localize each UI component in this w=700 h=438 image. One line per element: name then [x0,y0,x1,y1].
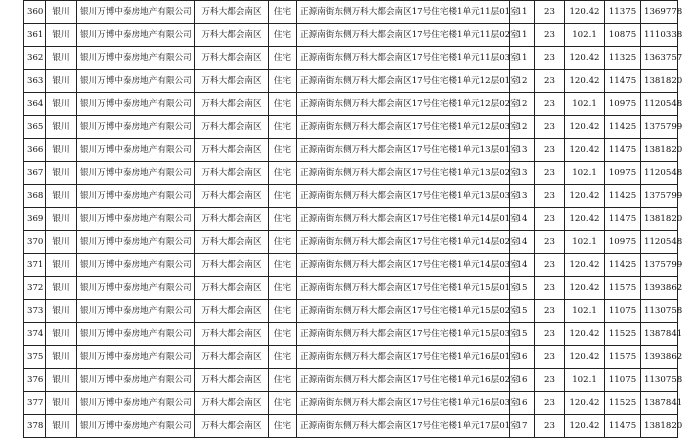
cell-unit-address: 正源南街东侧万科大都会南区17号住宅楼1单元15层03室 [297,323,510,346]
cell-total-price: 1110338 [641,24,678,47]
cell-area: 102.1 [565,24,605,47]
cell-usage-type: 住宅 [269,369,297,392]
cell-project-name: 万科大都会南区 [195,277,269,300]
cell-project-name: 万科大都会南区 [195,323,269,346]
cell-total-floors: 23 [535,208,565,231]
cell-row-number: 371 [24,254,46,277]
cell-total-price: 1393862 [641,277,678,300]
cell-project-name: 万科大都会南区 [195,1,269,24]
cell-project-name: 万科大都会南区 [195,162,269,185]
cell-usage-type: 住宅 [269,300,297,323]
cell-floor: 14 [510,254,535,277]
cell-row-number: 375 [24,346,46,369]
cell-area: 120.42 [565,1,605,24]
cell-city: 银川 [46,47,77,70]
cell-developer: 银川万博中泰房地产有限公司 [77,254,195,277]
cell-developer: 银川万博中泰房地产有限公司 [77,300,195,323]
table-row [24,139,678,162]
cell-area: 102.1 [565,300,605,323]
cell-usage-type: 住宅 [269,254,297,277]
cell-developer: 银川万博中泰房地产有限公司 [77,116,195,139]
cell-unit-address: 正源南街东侧万科大都会南区17号住宅楼1单元16层02室 [297,369,510,392]
cell-developer: 银川万博中泰房地产有限公司 [77,185,195,208]
cell-unit-address: 正源南街东侧万科大都会南区17号住宅楼1单元14层01室 [297,208,510,231]
cell-city: 银川 [46,185,77,208]
cell-row-number: 373 [24,300,46,323]
cell-area: 120.42 [565,70,605,93]
cell-unit-address: 正源南街东侧万科大都会南区17号住宅楼1单元12层03室 [297,116,510,139]
table-row [24,346,678,369]
table-row [24,415,678,438]
cell-project-name: 万科大都会南区 [195,300,269,323]
cell-total-price: 1393862 [641,346,678,369]
cell-area: 120.42 [565,254,605,277]
table-row [24,47,678,70]
cell-city: 银川 [46,162,77,185]
cell-project-name: 万科大都会南区 [195,47,269,70]
cell-area: 102.1 [565,93,605,116]
cell-area: 120.42 [565,47,605,70]
cell-total-price: 1120548 [641,231,678,254]
cell-city: 银川 [46,24,77,47]
cell-unit-price: 11375 [605,1,641,24]
cell-usage-type: 住宅 [269,346,297,369]
cell-project-name: 万科大都会南区 [195,392,269,415]
cell-floor: 14 [510,231,535,254]
cell-row-number: 369 [24,208,46,231]
table-row [24,116,678,139]
cell-unit-address: 正源南街东侧万科大都会南区17号住宅楼1单元12层02室 [297,93,510,116]
cell-project-name: 万科大都会南区 [195,70,269,93]
cell-total-price: 1369778 [641,1,678,24]
cell-floor: 11 [510,1,535,24]
cell-city: 银川 [46,300,77,323]
cell-usage-type: 住宅 [269,47,297,70]
cell-usage-type: 住宅 [269,415,297,438]
cell-unit-price: 11475 [605,415,641,438]
cell-row-number: 378 [24,415,46,438]
cell-total-floors: 23 [535,24,565,47]
cell-floor: 15 [510,277,535,300]
cell-unit-price: 10975 [605,162,641,185]
cell-area: 120.42 [565,392,605,415]
cell-total-floors: 23 [535,415,565,438]
cell-total-price: 1387841 [641,392,678,415]
cell-unit-address: 正源南街东侧万科大都会南区17号住宅楼1单元11层02室 [297,24,510,47]
cell-row-number: 361 [24,24,46,47]
cell-floor: 14 [510,208,535,231]
table-row [24,70,678,93]
cell-total-floors: 23 [535,1,565,24]
cell-city: 银川 [46,346,77,369]
cell-project-name: 万科大都会南区 [195,185,269,208]
cell-unit-price: 11575 [605,277,641,300]
table-row [24,323,678,346]
cell-unit-price: 11325 [605,47,641,70]
cell-unit-address: 正源南街东侧万科大都会南区17号住宅楼1单元15层02室 [297,300,510,323]
cell-developer: 银川万博中泰房地产有限公司 [77,47,195,70]
table-row [24,208,678,231]
cell-project-name: 万科大都会南区 [195,139,269,162]
cell-developer: 银川万博中泰房地产有限公司 [77,277,195,300]
cell-developer: 银川万博中泰房地产有限公司 [77,323,195,346]
cell-floor: 17 [510,415,535,438]
cell-unit-address: 正源南街东侧万科大都会南区17号住宅楼1单元13层01室 [297,139,510,162]
cell-unit-price: 11525 [605,392,641,415]
cell-unit-address: 正源南街东侧万科大都会南区17号住宅楼1单元13层02室 [297,162,510,185]
cell-unit-address: 正源南街东侧万科大都会南区17号住宅楼1单元14层03室 [297,254,510,277]
cell-floor: 13 [510,139,535,162]
cell-total-price: 1381820 [641,415,678,438]
cell-total-floors: 23 [535,392,565,415]
cell-row-number: 360 [24,1,46,24]
cell-city: 银川 [46,415,77,438]
cell-floor: 13 [510,162,535,185]
cell-floor: 11 [510,47,535,70]
cell-total-price: 1375799 [641,254,678,277]
cell-usage-type: 住宅 [269,70,297,93]
cell-unit-address: 正源南街东侧万科大都会南区17号住宅楼1单元15层01室 [297,277,510,300]
cell-project-name: 万科大都会南区 [195,231,269,254]
cell-area: 120.42 [565,346,605,369]
cell-floor: 11 [510,24,535,47]
cell-total-price: 1130758 [641,300,678,323]
cell-total-price: 1120548 [641,93,678,116]
cell-unit-address: 正源南街东侧万科大都会南区17号住宅楼1单元12层01室 [297,70,510,93]
cell-city: 银川 [46,70,77,93]
cell-developer: 银川万博中泰房地产有限公司 [77,231,195,254]
cell-city: 银川 [46,116,77,139]
cell-floor: 12 [510,93,535,116]
cell-total-price: 1381820 [641,208,678,231]
cell-area: 120.42 [565,277,605,300]
cell-unit-price: 11525 [605,323,641,346]
cell-total-price: 1381820 [641,139,678,162]
cell-row-number: 367 [24,162,46,185]
price-list-sheet [23,0,683,438]
cell-row-number: 376 [24,369,46,392]
cell-unit-address: 正源南街东侧万科大都会南区17号住宅楼1单元11层03室 [297,47,510,70]
cell-total-floors: 23 [535,277,565,300]
cell-developer: 银川万博中泰房地产有限公司 [77,369,195,392]
cell-row-number: 372 [24,277,46,300]
cell-unit-price: 10875 [605,24,641,47]
cell-unit-address: 正源南街东侧万科大都会南区17号住宅楼1单元16层03室 [297,392,510,415]
cell-total-floors: 23 [535,323,565,346]
cell-unit-address: 正源南街东侧万科大都会南区17号住宅楼1单元11层01室 [297,1,510,24]
cell-unit-price: 10975 [605,93,641,116]
cell-project-name: 万科大都会南区 [195,24,269,47]
cell-floor: 15 [510,300,535,323]
cell-unit-address: 正源南街东侧万科大都会南区17号住宅楼1单元14层02室 [297,231,510,254]
cell-usage-type: 住宅 [269,277,297,300]
cell-unit-price: 11575 [605,346,641,369]
cell-city: 银川 [46,93,77,116]
cell-developer: 银川万博中泰房地产有限公司 [77,93,195,116]
cell-city: 银川 [46,208,77,231]
table-row [24,93,678,116]
cell-project-name: 万科大都会南区 [195,369,269,392]
cell-floor: 16 [510,369,535,392]
cell-usage-type: 住宅 [269,185,297,208]
cell-unit-address: 正源南街东侧万科大都会南区17号住宅楼1单元13层03室 [297,185,510,208]
table-row [24,369,678,392]
cell-unit-price: 11475 [605,208,641,231]
cell-project-name: 万科大都会南区 [195,208,269,231]
cell-row-number: 365 [24,116,46,139]
cell-total-floors: 23 [535,185,565,208]
table-row [24,162,678,185]
cell-total-price: 1381820 [641,70,678,93]
cell-total-floors: 23 [535,70,565,93]
cell-developer: 银川万博中泰房地产有限公司 [77,392,195,415]
housing-price-table [23,0,683,438]
cell-unit-price: 11425 [605,254,641,277]
cell-developer: 银川万博中泰房地产有限公司 [77,208,195,231]
table-row [24,231,678,254]
table-row [24,185,678,208]
cell-area: 120.42 [565,415,605,438]
cell-total-floors: 23 [535,162,565,185]
cell-row-number: 377 [24,392,46,415]
cell-total-floors: 23 [535,346,565,369]
cell-floor: 12 [510,116,535,139]
cell-row-number: 366 [24,139,46,162]
cell-project-name: 万科大都会南区 [195,93,269,116]
cell-city: 银川 [46,1,77,24]
cell-area: 120.42 [565,185,605,208]
cell-total-price: 1375799 [641,185,678,208]
cell-usage-type: 住宅 [269,231,297,254]
cell-total-price: 1387841 [641,323,678,346]
cell-developer: 银川万博中泰房地产有限公司 [77,1,195,24]
cell-floor: 12 [510,70,535,93]
cell-usage-type: 住宅 [269,323,297,346]
cell-city: 银川 [46,323,77,346]
cell-unit-price: 11075 [605,300,641,323]
cell-total-price: 1120548 [641,162,678,185]
cell-usage-type: 住宅 [269,208,297,231]
cell-city: 银川 [46,254,77,277]
cell-floor: 13 [510,185,535,208]
cell-area: 102.1 [565,162,605,185]
cell-unit-price: 11075 [605,369,641,392]
table-row [24,24,678,47]
cell-total-floors: 23 [535,139,565,162]
cell-city: 银川 [46,277,77,300]
cell-project-name: 万科大都会南区 [195,116,269,139]
cell-unit-price: 11475 [605,70,641,93]
cell-unit-price: 11425 [605,116,641,139]
cell-floor: 16 [510,346,535,369]
cell-row-number: 368 [24,185,46,208]
cell-row-number: 362 [24,47,46,70]
cell-city: 银川 [46,369,77,392]
cell-city: 银川 [46,231,77,254]
cell-total-price: 1363757 [641,47,678,70]
table-row [24,277,678,300]
cell-usage-type: 住宅 [269,116,297,139]
cell-total-floors: 23 [535,300,565,323]
cell-developer: 银川万博中泰房地产有限公司 [77,139,195,162]
table-body [24,1,683,438]
cell-usage-type: 住宅 [269,139,297,162]
cell-row-number: 364 [24,93,46,116]
cell-row-number: 363 [24,70,46,93]
cell-area: 120.42 [565,116,605,139]
cell-unit-address: 正源南街东侧万科大都会南区17号住宅楼1单元16层01室 [297,346,510,369]
table-row [24,254,678,277]
table-row [24,1,678,24]
cell-area: 102.1 [565,369,605,392]
cell-developer: 银川万博中泰房地产有限公司 [77,162,195,185]
cell-usage-type: 住宅 [269,392,297,415]
cell-row-number: 374 [24,323,46,346]
cell-usage-type: 住宅 [269,93,297,116]
cell-developer: 银川万博中泰房地产有限公司 [77,415,195,438]
cell-total-floors: 23 [535,231,565,254]
cell-developer: 银川万博中泰房地产有限公司 [77,24,195,47]
cell-total-floors: 23 [535,254,565,277]
cell-area: 120.42 [565,139,605,162]
cell-city: 银川 [46,392,77,415]
cell-unit-price: 10975 [605,231,641,254]
cell-total-floors: 23 [535,93,565,116]
cell-floor: 15 [510,323,535,346]
cell-unit-price: 11475 [605,139,641,162]
cell-total-floors: 23 [535,116,565,139]
cell-row-number: 370 [24,231,46,254]
cell-usage-type: 住宅 [269,1,297,24]
cell-usage-type: 住宅 [269,24,297,47]
cell-project-name: 万科大都会南区 [195,346,269,369]
cell-unit-price: 11425 [605,185,641,208]
cell-floor: 16 [510,392,535,415]
cell-area: 102.1 [565,231,605,254]
cell-total-floors: 23 [535,47,565,70]
cell-developer: 银川万博中泰房地产有限公司 [77,346,195,369]
cell-usage-type: 住宅 [269,162,297,185]
cell-city: 银川 [46,139,77,162]
cell-area: 120.42 [565,208,605,231]
cell-project-name: 万科大都会南区 [195,254,269,277]
table-row [24,392,678,415]
cell-unit-address: 正源南街东侧万科大都会南区17号住宅楼1单元17层01室 [297,415,510,438]
cell-project-name: 万科大都会南区 [195,415,269,438]
table-row [24,300,678,323]
cell-total-price: 1130758 [641,369,678,392]
cell-total-floors: 23 [535,369,565,392]
cell-total-price: 1375799 [641,116,678,139]
cell-developer: 银川万博中泰房地产有限公司 [77,70,195,93]
cell-area: 120.42 [565,323,605,346]
